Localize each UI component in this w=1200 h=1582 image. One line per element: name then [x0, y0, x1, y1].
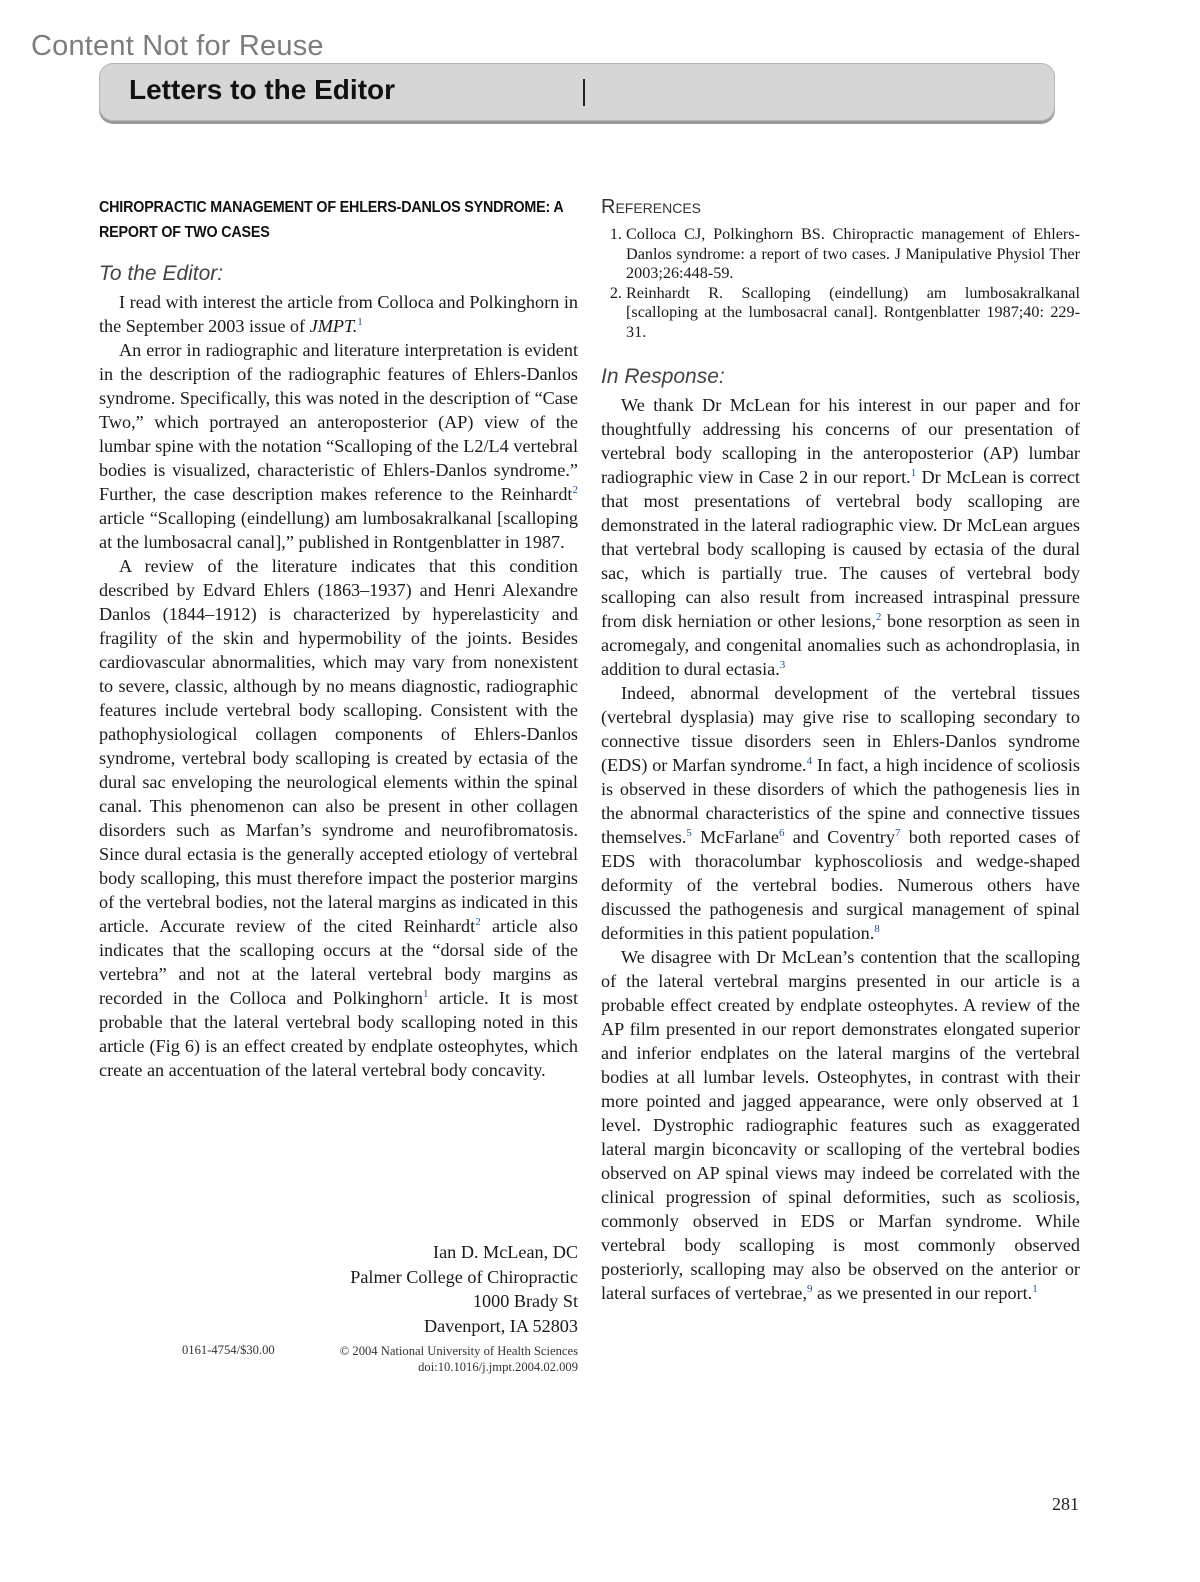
- response-body: [601, 393, 1080, 1305]
- citation-superscript: 1: [910, 466, 917, 479]
- signature-line: 1000 Brady St: [472, 1291, 578, 1311]
- references-heading: References: [601, 196, 702, 218]
- reference-item: 1. Colloca CJ, Polkinghorn BS. Chiropractic management of Ehlers-Danlos syndrome: a report of two cases. J Manipulative Physiol Ther 2003;26:448-59.: [626, 225, 1080, 284]
- citation-superscript: 2: [475, 915, 481, 928]
- text-run: In fact, a high incidence of scoliosis is observed in these disorders of which the pathogenesis lies in the abnormal characteristics of the spine and connective tissues themselves.: [601, 755, 1080, 847]
- watermark-text: Content Not for Reuse: [31, 30, 324, 62]
- citation-superscript: 2: [572, 483, 578, 496]
- citation-superscript: 1: [357, 315, 363, 328]
- text-run: article. It is most probable that the lateral vertebral body scalloping noted in this article (Fig 6) is an effect created by endplate osteophytes, which create an accentuation of the lateral vertebral body concavity.: [99, 988, 579, 1080]
- text-run: A review of the literature indicates that this condition described by Edvard Ehlers (1863–1937) and Henri Alexandre Danlos (1844–1912) is characterized by hyperelasticity and fragility of the skin and hypermobility of the joints. Besides cardiovascular abnormalities, which may vary from nonexistent to severe, classic, although by no means diagnostic, radiographic features include vertebral body scalloping. Consistent with the pathophysiological collagen components of Ehlers-Danlos syndrome, vertebral body scalloping is created by ectasia of the dural sac enveloping the neurological elements within the spinal canal. This phenomenon can also be present in other collagen disorders such as Marfan’s syndrome and neurofibromatosis. Since dural ectasia is the generally accepted etiology of vertebral body scalloping, this must therefore impact the posterior margins of the vertebral bodies, not the lateral margins as indicated in this article. Accurate review of the cited Reinhardt: [99, 556, 578, 936]
- text-run: McFarlane: [691, 827, 779, 847]
- copyright-text: © 2004 National University of Health Sciences: [339, 1344, 578, 1358]
- issn-code: 0161-4754/$30.00: [182, 1343, 275, 1357]
- author-signature: [99, 1240, 578, 1338]
- citation-superscript: 7: [894, 826, 901, 839]
- text-run: We disagree with Dr McLean’s contention that the scalloping of the lateral vertebral margins presented in our article is a probable effect created by endplate osteophytes. A review of the AP film presented in our report demonstrates elongated superior and inferior endplates on the lateral margins of the vertebral bodies at all lumbar levels. Osteophytes, in contrast with their more pointed and jagged appearance, were only observed at 1 level. Dystrophic radiographic features such as exaggerated lateral margin biconcavity or scalloping of the vertebral bodies observed on AP spinal views may indeed be correlated with the clinical progression of spinal deformities, such as scoliosis, commonly observed in EDS or Marfan syndrome. While vertebral body scalloping is most commonly observed posteriorly, scalloping may also be observed on the anterior or lateral surfaces of vertebrae,: [601, 947, 1080, 1303]
- citation-superscript: 1: [422, 987, 429, 1000]
- text-run: Dr McLean is correct that most presentations of vertebral body scalloping are demonstrated in the lateral radiographic view. Dr McLean argues that vertebral body scalloping is caused by ectasia of the dural sac, which is partially true. The causes of vertebral body scalloping can also result from increased intraspinal pressure from disk herniation or other lesions,: [601, 467, 1080, 631]
- journal-abbreviation: JMPT.: [309, 316, 358, 336]
- references-list: [601, 225, 1080, 342]
- text-run: as we presented in our report.: [812, 1283, 1033, 1303]
- text-run: both reported cases of EDS with thoracolumbar kyphoscoliosis and wedge-shaped deformity of the vertebral bodies. Numerous others have discussed the pathogenesis and surgical management of spinal deformities in this patient population.: [601, 827, 1081, 943]
- response-heading: In Response:: [601, 365, 725, 388]
- left-column: [99, 195, 578, 1082]
- banner-divider: [583, 79, 585, 106]
- reference-item: 2. Reinhardt R. Scalloping (eindellung) am lumbosakralkanal [scalloping at the lumbosacral canal]. Rontgenblatter 1987;40: 229-31.: [626, 284, 1080, 343]
- citation-superscript: 2: [875, 610, 882, 623]
- citation-superscript: 9: [807, 1282, 813, 1295]
- body-paragraph: [99, 290, 578, 338]
- right-column: [601, 195, 1080, 1305]
- signature-line: Davenport, IA 52803: [423, 1315, 578, 1336]
- citation-superscript: 6: [778, 826, 785, 839]
- citation-superscript: 1: [1032, 1282, 1038, 1295]
- citation-superscript: 3: [779, 658, 786, 671]
- text-run: Indeed, abnormal development of the vertebral tissues (vertebral dysplasia) may give rise to scalloping secondary to connective tissue disorders seen in Ehlers-Danlos syndrome (EDS) or Marfan syndrome.: [601, 683, 1080, 775]
- text-run: article also indicates that the scalloping occurs at the “dorsal side of the vertebra” and not at the lateral vertebral body margins as recorded in the Colloca and Polkinghorn: [99, 916, 578, 1008]
- letter-salutation: To the Editor:: [99, 262, 224, 285]
- citation-superscript: 5: [686, 826, 692, 839]
- copyright-block: [300, 1343, 578, 1375]
- section-title: Letters to the Editor: [129, 74, 396, 105]
- text-run: An error in radiographic and literature interpretation is evident in the description of the radiographic features of Ehlers-Danlos syndrome. Specifically, this was noted in the description of “Case Two,” which portrayed an anteroposterior (AP) view of the lumbar spine with the notation “Scalloping of the L2/L4 vertebral bodies is visualized, characteristic of Ehlers-Danlos syndrome.” Further, the case description makes reference to the Reinhardt: [99, 340, 578, 504]
- text-run: article “Scalloping (eindellung) am lumbosakralkanal [scalloping at the lumbosacral canal],” published in Rontgenblatter in 1987.: [99, 508, 578, 552]
- section-banner: [99, 63, 1055, 121]
- signature-line: Ian D. McLean, DC: [433, 1242, 578, 1262]
- body-paragraph: [601, 681, 1080, 945]
- citation-superscript: 4: [806, 754, 813, 767]
- body-paragraph: [601, 393, 1080, 681]
- article-title: CHIROPRACTIC MANAGEMENT OF EHLERS-DANLOS SYNDROME: A REPORT OF TWO CASES: [99, 199, 563, 241]
- text-run: I read with interest the article from Colloca and Polkinghorn in the September 2003 issue of: [99, 292, 578, 336]
- body-paragraph: [601, 945, 1080, 1305]
- letter-body: [99, 290, 578, 1082]
- body-paragraph: [99, 554, 578, 1082]
- text-run: bone resorption as seen in acromegaly, and congenital anomalies such as achondroplasia, in addition to dural ectasia.: [601, 611, 1080, 679]
- doi-text: doi:10.1016/j.jmpt.2004.02.009: [418, 1360, 578, 1374]
- page-number: 281: [1052, 1494, 1079, 1514]
- text-run: and Coventry: [784, 827, 895, 847]
- text-run: We thank Dr McLean for his interest in our paper and for thoughtfully addressing his concerns of our presentation of vertebral body scalloping in the anteroposterior (AP) lumbar radiographic view in Case 2 in our report.: [601, 395, 1080, 487]
- body-paragraph: [99, 338, 578, 554]
- citation-superscript: 8: [874, 922, 880, 935]
- signature-line: Palmer College of Chiropractic: [350, 1266, 578, 1287]
